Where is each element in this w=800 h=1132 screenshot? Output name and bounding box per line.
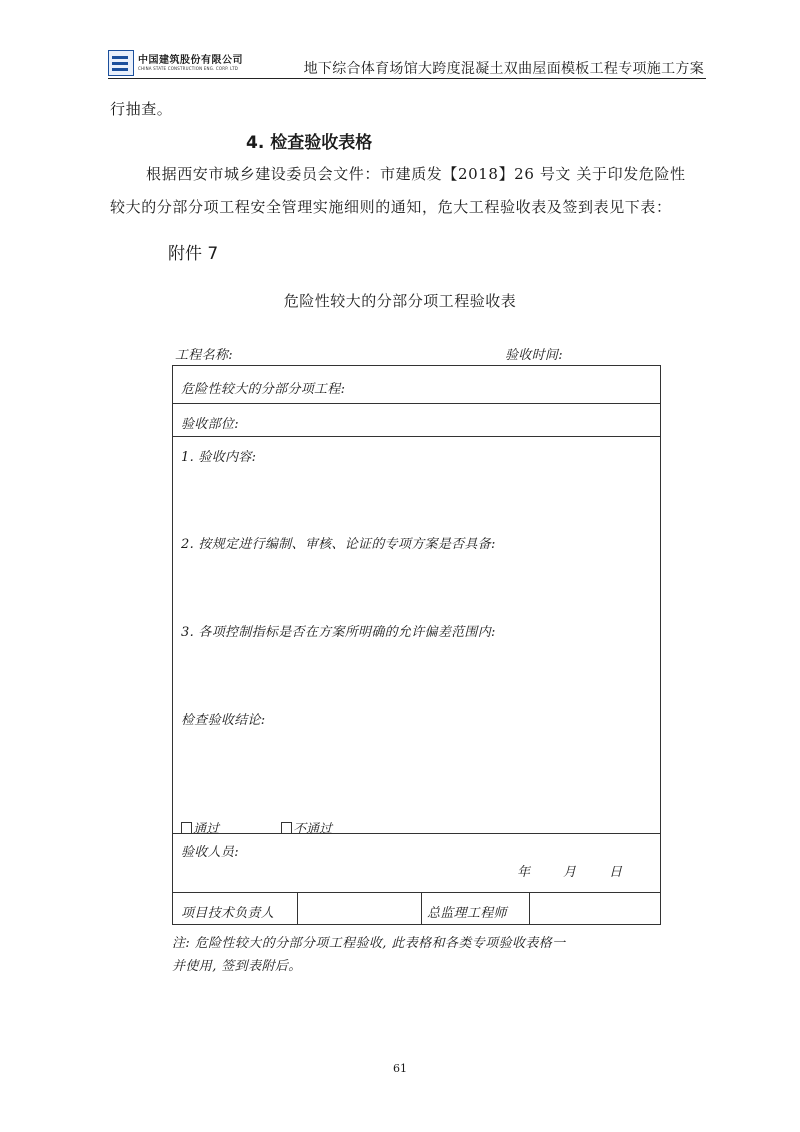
date-month-label: 月 bbox=[563, 865, 577, 880]
chief-supervisor-label: 总监理工程师 bbox=[427, 906, 507, 921]
row-divider bbox=[173, 892, 660, 893]
personnel-label: 验收人员: bbox=[181, 845, 239, 860]
acceptance-form-table bbox=[172, 365, 661, 925]
row-divider bbox=[173, 403, 660, 404]
date-day-label: 日 bbox=[609, 865, 623, 880]
document-title: 地下综合体育场馆大跨度混凝土双曲屋面模板工程专项施工方案 bbox=[303, 61, 704, 77]
project-type-label: 危险性较大的分部分项工程: bbox=[181, 382, 346, 397]
acceptance-part-label: 验收部位: bbox=[181, 417, 239, 432]
company-name-cn: 中国建筑股份有限公司 bbox=[138, 55, 243, 66]
continuation-text: 行抽查。 bbox=[110, 100, 173, 118]
page-number: 61 bbox=[393, 1062, 407, 1075]
row-divider bbox=[173, 436, 660, 437]
csce-logo-icon bbox=[108, 50, 134, 76]
company-name-en: CHINA STATE CONSTRUCTION ENG. CORP. LTD bbox=[138, 66, 238, 71]
pass-label: 通过 bbox=[193, 822, 220, 837]
section-heading: 4. 检查验收表格 bbox=[246, 133, 373, 153]
form-title: 危险性较大的分部分项工程验收表 bbox=[283, 292, 517, 310]
content-item-1: 1. 验收内容: bbox=[181, 450, 257, 465]
pass-option[interactable] bbox=[181, 818, 219, 837]
attachment-label: 附件 7 bbox=[168, 244, 219, 264]
content-item-3: 3. 各项控制指标是否在方案所明确的允许偏差范围内: bbox=[181, 625, 496, 640]
conclusion-label: 检查验收结论: bbox=[181, 713, 266, 728]
form-note-line-1: 注: 危险性较大的分部分项工程验收, 此表格和各类专项验收表格一 bbox=[172, 936, 566, 951]
acceptance-time-label: 验收时间: bbox=[505, 348, 563, 363]
fail-label: 不通过 bbox=[293, 822, 333, 837]
content-item-2: 2. 按规定进行编制、审核、论证的专项方案是否具备: bbox=[181, 537, 496, 552]
tech-lead-label: 项目技术负责人 bbox=[181, 906, 275, 921]
form-note-line-2: 并使用, 签到表附后。 bbox=[172, 959, 302, 974]
project-name-label: 工程名称: bbox=[175, 348, 233, 363]
paragraph-line-2: 较大的分部分项工程安全管理实施细则的通知，危大工程验收表及签到表见下表： bbox=[110, 198, 672, 216]
fail-option[interactable] bbox=[281, 818, 332, 837]
column-divider bbox=[421, 892, 422, 924]
date-year-label: 年 bbox=[517, 865, 531, 880]
page-header bbox=[108, 48, 706, 79]
row-divider bbox=[173, 833, 660, 834]
paragraph-line-1: 根据西安市城乡建设委员会文件：市建质发【2018】26 号文 关于印发危险性 bbox=[146, 165, 686, 183]
column-divider bbox=[529, 892, 530, 924]
column-divider bbox=[297, 892, 298, 924]
